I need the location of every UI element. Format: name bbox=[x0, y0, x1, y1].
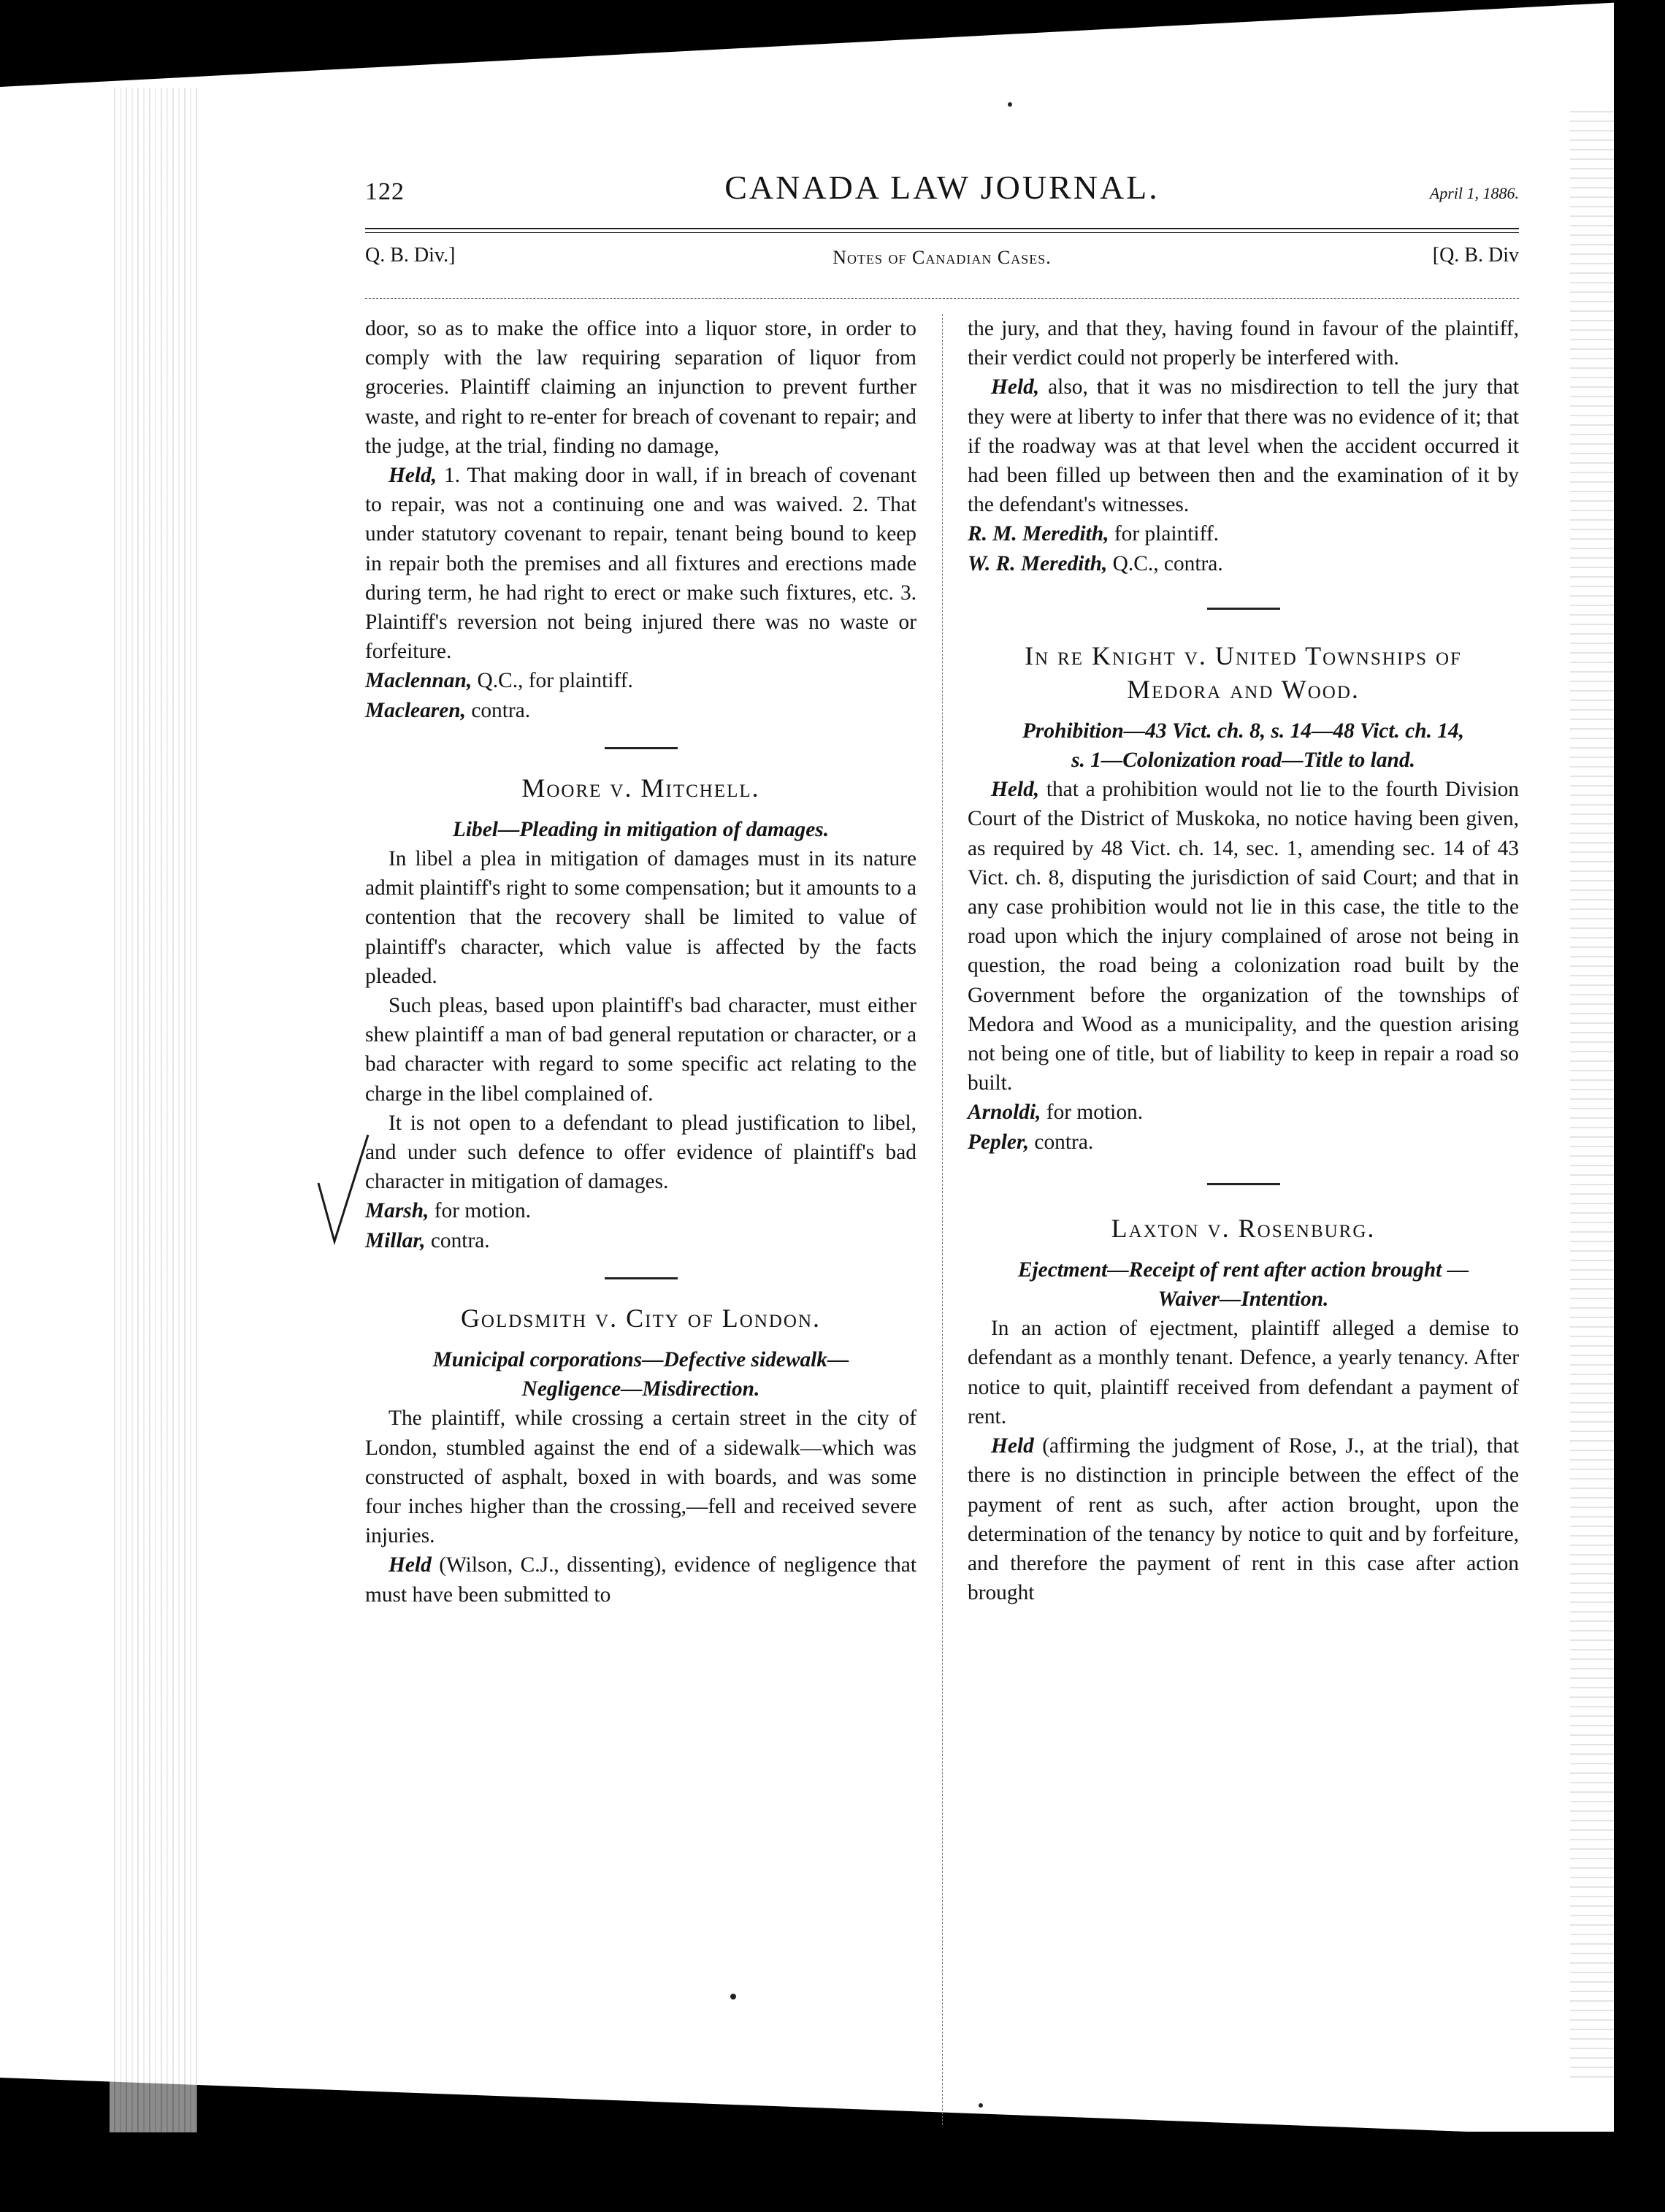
case-title: In re Knight v. United Townships of bbox=[1025, 640, 1462, 670]
case-subject: Ejectment—Receipt of rent after action brought — bbox=[1017, 1258, 1469, 1282]
case-paragraph: It is not open to a defendant to plead justification to libel, and under such defence to offer evidence of plaintiff's bad character in mitigation of damages. bbox=[365, 1111, 916, 1194]
counsel-role: contra. bbox=[465, 698, 531, 722]
journal-title: CANADA LAW JOURNAL. bbox=[724, 169, 1160, 206]
section-divider bbox=[1207, 608, 1280, 610]
counsel-name: Arnoldi, bbox=[968, 1101, 1041, 1125]
case-paragraph: Such pleas, based upon plaintiff's bad character, must either shew plaintiff a man of bad general reputation or character, or a bad character with regard to some specific act relating to the charge in the libel complained of. bbox=[365, 994, 916, 1106]
held-text: that a prohibition would not lie to the fourth Division Court of the District of Muskoka, no notice having been given, as required by 48 Vict. ch. 14, sec. 1, amending sec. 14 of 43 Vict. ch. 8, disputing the jurisdiction of said Court; and that in any case prohibition would not lie in this case, the title to the road upon which the injury complained of arose not being in question, the road being a colonization road built by the Government before the organization of the townships of Medora and Wood as a municipality, and the question arising not being one of title, but of liability to keep in repair a road so built. bbox=[968, 778, 1519, 1095]
holding-paragraph bbox=[365, 1550, 916, 1609]
counsel-name: Pepler, bbox=[968, 1130, 1030, 1154]
counsel-line bbox=[365, 666, 916, 695]
held-label: Held, bbox=[388, 464, 437, 488]
case-subject: Negligence—Misdirection. bbox=[521, 1377, 760, 1401]
counsel-line bbox=[968, 549, 1519, 578]
case-paragraph: The plaintiff, while crossing a certain street in the city of London, stumbled against the end of a sidewalk—which was constructed of asphalt, boxed in with boards, and was some four inches higher than the crossing,—fell and received severe injuries. bbox=[365, 1407, 916, 1548]
page-number: 122 bbox=[365, 178, 405, 205]
counsel-line bbox=[365, 1226, 916, 1255]
section-divider bbox=[605, 1277, 678, 1279]
holding-paragraph bbox=[968, 372, 1519, 519]
held-text: (affirming the judgment of Rose, J., at the trial), that there is no distinction in principle between the effect of the payment of rent as such, after action brought, upon the determination of the tenancy by notice to quit and by forfeiture, and therefore the payment of rent in this case after action brought bbox=[968, 1434, 1519, 1605]
section-divider bbox=[1207, 1183, 1280, 1185]
right-column bbox=[968, 314, 1519, 1607]
scan-speck bbox=[730, 1994, 736, 1999]
scan-speck bbox=[1008, 102, 1012, 107]
holding-paragraph bbox=[968, 1431, 1519, 1607]
counsel-line bbox=[968, 1128, 1519, 1157]
held-text: also, that it was no misdirection to tell the jury that they were at liberty to infer that there was no evidence of it; that if the roadway was at that level when the accident occurred it had been filled up between then and the examination of it by the defendant's witnesses. bbox=[968, 375, 1519, 517]
book-spine-shadow bbox=[110, 88, 197, 2132]
case-subject: Libel—Pleading in mitigation of damages. bbox=[452, 817, 830, 841]
counsel-name: R. M. Meredith, bbox=[968, 522, 1109, 546]
held-text: (Wilson, C.J., dissenting), evidence of negligence that must have been submitted to bbox=[365, 1553, 916, 1607]
counsel-line bbox=[968, 1098, 1519, 1127]
holding-paragraph bbox=[365, 461, 916, 666]
case-title: Goldsmith v. City of London. bbox=[460, 1303, 822, 1333]
case-title: Moore v. Mitchell. bbox=[521, 773, 760, 803]
issue-date: April 1, 1886. bbox=[1429, 184, 1519, 202]
counsel-role: contra. bbox=[425, 1228, 490, 1252]
counsel-name: Marsh, bbox=[365, 1199, 429, 1223]
page-header bbox=[365, 168, 1519, 219]
left-column bbox=[365, 314, 916, 1610]
case-title: Laxton v. Rosenburg. bbox=[1111, 1213, 1376, 1243]
column-divider bbox=[942, 314, 943, 2125]
scan-speck bbox=[979, 2103, 983, 2108]
counsel-name: Millar, bbox=[365, 1228, 426, 1252]
scan-border-top bbox=[0, 0, 1665, 124]
held-label: Held bbox=[991, 1434, 1034, 1458]
case-paragraph: In libel a plea in mitigation of damages must in its nature admit plaintiff's right to some compensation; but it amounts to a contention that the recovery shall be limited to value of plaintiff's character, which value is affected by the facts pleaded. bbox=[365, 847, 916, 988]
running-head-left: Q. B. Div.] bbox=[365, 244, 456, 267]
running-head-rule bbox=[365, 298, 1519, 299]
journal-page bbox=[365, 168, 1519, 1607]
carryover-paragraph: door, so as to make the office into a liquor store, in order to comply with the law requiring separation of liquor from groceries. Plaintiff claiming an injunction to prevent further waste, and right to re-enter for breach of covenant to repair; and the judge, at the trial, finding no damage, bbox=[365, 317, 916, 458]
running-head bbox=[365, 237, 1519, 280]
running-head-right: [Q. B. Div bbox=[1432, 244, 1519, 267]
counsel-name: Maclearen, bbox=[365, 698, 466, 722]
case-title: Medora and Wood. bbox=[1127, 674, 1360, 704]
case-subject: Waiver—Intention. bbox=[1157, 1287, 1329, 1312]
counsel-role: contra. bbox=[1029, 1130, 1094, 1154]
counsel-line bbox=[365, 1196, 916, 1225]
carryover-paragraph: the jury, and that they, having found in favour of the plaintiff, their verdict could not properly be interfered with. bbox=[968, 317, 1519, 370]
running-head-center: Notes of Canadian Cases. bbox=[832, 247, 1052, 268]
counsel-role: for motion. bbox=[429, 1199, 531, 1223]
section-divider bbox=[605, 747, 678, 749]
scan-border-right bbox=[1614, 0, 1665, 2212]
header-rule-thin bbox=[365, 232, 1519, 233]
held-label: Held bbox=[388, 1553, 432, 1577]
counsel-line bbox=[365, 696, 916, 725]
counsel-line bbox=[968, 519, 1519, 548]
body-columns bbox=[365, 314, 1519, 2154]
case-paragraph: In an action of ejectment, plaintiff alleged a demise to defendant as a monthly tenant. Defence, a yearly tenancy. After notice to quit, plaintiff received from defendant a payment of rent. bbox=[968, 1317, 1519, 1428]
held-text: 1. That making door in wall, if in breach of covenant to repair, was not a continuing one and was waived. 2. That under statutory covenant to repair, tenant being bound to keep in repair both the premises and all fixtures and erections made during term, he had right to erect or make such fixtures, etc. 3. Plaintiff's reversion not being injured there was no waste or forfeiture. bbox=[365, 464, 916, 664]
handwritten-check-mark bbox=[314, 1132, 372, 1249]
case-subject: s. 1—Colonization road—Title to land. bbox=[1071, 749, 1415, 773]
page-edge-noise bbox=[1570, 110, 1614, 2081]
held-label: Held, bbox=[991, 778, 1040, 802]
counsel-role: for motion. bbox=[1041, 1101, 1144, 1125]
case-subject: Municipal corporations—Defective sidewalk— bbox=[432, 1347, 849, 1371]
counsel-role: for plaintiff. bbox=[1109, 522, 1219, 546]
counsel-name: W. R. Meredith, bbox=[968, 551, 1108, 575]
counsel-name: Maclennan, bbox=[365, 669, 472, 693]
held-label: Held, bbox=[991, 375, 1040, 399]
counsel-role: Q.C., for plaintiff. bbox=[472, 669, 633, 693]
counsel-role: Q.C., contra. bbox=[1107, 551, 1223, 575]
case-subject: Prohibition—43 Vict. ch. 8, s. 14—48 Vict. ch. 14, bbox=[1022, 719, 1465, 743]
holding-paragraph bbox=[968, 775, 1519, 1098]
header-rule bbox=[365, 228, 1519, 229]
